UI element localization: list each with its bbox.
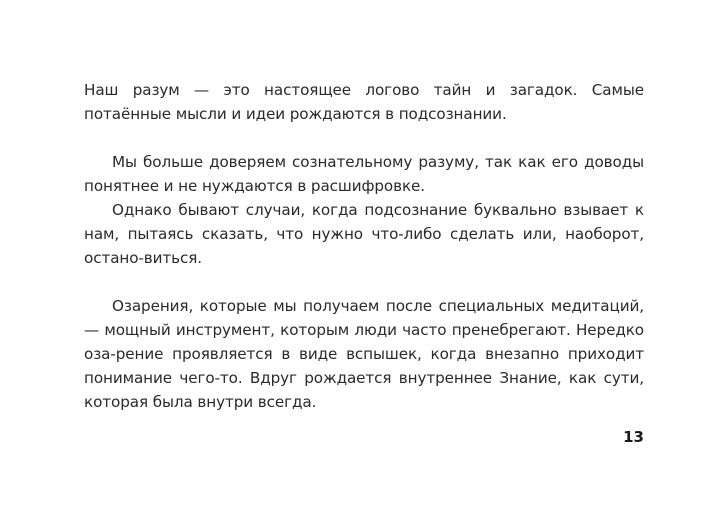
paragraph-1: Наш разум — это настоящее логово тайн и загадок. Самые потаённые мысли и идеи рождаются в подсознании.	[84, 81, 644, 123]
paragraph-2: Мы больше доверяем сознательному разуму, так как его доводы понятнее и не нуждаются в расшифровке.	[84, 153, 644, 195]
page-body	[84, 78, 644, 414]
paragraph-3: Однако бывают случаи, когда подсознание буквально взывает к нам, пытаясь сказать, что нужно что-либо сделать или, наоборот, остано-виться.	[84, 201, 644, 267]
page-number: 13	[623, 428, 644, 446]
paragraph-4: Озарения, которые мы получаем после специальных медитаций, — мощный инструмент, которым люди часто пренебрегают. Нередко оза-рение проявляется в виде вспышек, когда внезапно приходит понимание чего-то. Вдруг рождается внутреннее Знание, как сути, которая была внутри всегда.	[84, 297, 644, 411]
paragraph-spacer	[84, 126, 644, 150]
paragraph-spacer	[84, 270, 644, 294]
